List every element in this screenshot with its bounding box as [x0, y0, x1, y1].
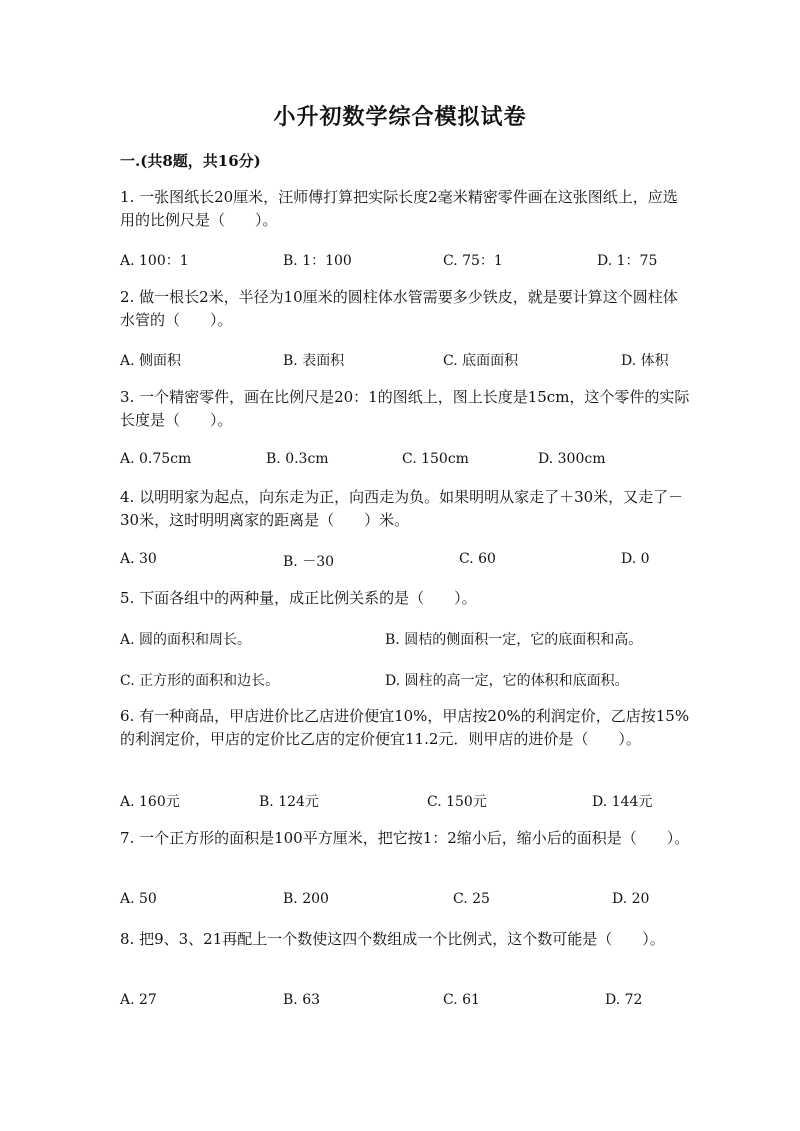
question-1-option-c[interactable]: C. 75：1: [443, 253, 503, 269]
question-4-option-c[interactable]: C. 60: [459, 551, 496, 567]
question-4-stem: 4. 以明明家为起点，向东走为正，向西走为负。如果明明从家走了＋30米，又走了－30米，这时明明离家的距离是（ ）米。: [120, 488, 684, 529]
question-7-stem: 7. 一个正方形的面积是100平方厘米，把它按1：2缩小后，缩小后的面积是（ ）。: [120, 829, 690, 847]
question-5-option-a[interactable]: A. 圆的面积和周长。: [120, 632, 252, 648]
question-6-option-a[interactable]: A. 160元: [120, 794, 180, 810]
question-8-option-c[interactable]: C. 61: [443, 992, 480, 1008]
question-6-option-c[interactable]: C. 150元: [427, 794, 487, 810]
question-7-option-b[interactable]: B. 200: [283, 891, 329, 907]
question-5-option-c[interactable]: C. 正方形的面积和边长。: [120, 673, 280, 689]
question-7-option-d[interactable]: D. 20: [612, 891, 650, 907]
question-4-option-b[interactable]: B. －30: [283, 554, 335, 570]
question-7-option-c[interactable]: C. 25: [453, 891, 490, 907]
question-2-stem: 2. 做一根长2米，半径为10厘米的圆柱体水管需要多少铁皮，就是要计算这个圆柱体水管的（ ）。: [120, 288, 678, 329]
question-6-stem: 6. 有一种商品，甲店进价比乙店进价便宜10%，甲店按20%的利润定价，乙店按15%的利润定价，甲店的定价比乙店的定价便宜11.2元．则甲店的进价是（ ）。: [120, 707, 690, 748]
question-3-option-a[interactable]: A. 0.75cm: [120, 451, 192, 467]
question-2-option-c[interactable]: C. 底面面积: [443, 353, 519, 369]
question-5-option-b[interactable]: B. 圆桔的侧面积一定，它的底面积和高。: [385, 632, 643, 648]
question-4-option-d[interactable]: D. 0: [621, 551, 650, 567]
question-7-option-a[interactable]: A. 50: [120, 891, 157, 907]
question-4-option-a[interactable]: A. 30: [120, 551, 157, 567]
question-8-option-d[interactable]: D. 72: [605, 992, 643, 1008]
question-8-option-a[interactable]: A. 27: [120, 992, 157, 1008]
page-title: 小升初数学综合模拟试卷: [273, 104, 527, 130]
question-1-option-a[interactable]: A. 100：1: [120, 253, 189, 269]
question-6-option-d[interactable]: D. 144元: [592, 794, 653, 810]
question-3-option-d[interactable]: D. 300cm: [538, 451, 606, 467]
question-8-stem: 8. 把9、3、21再配上一个数使这四个数组成一个比例式，这个数可能是（ ）。: [120, 930, 665, 948]
question-2-option-a[interactable]: A. 侧面积: [120, 353, 182, 369]
question-5-stem: 5. 下面各组中的两种量，成正比例关系的是（ ）。: [120, 589, 477, 607]
question-8-option-b[interactable]: B. 63: [283, 992, 321, 1008]
question-2-option-d[interactable]: D. 体积: [621, 353, 669, 369]
question-6-option-b[interactable]: B. 124元: [259, 794, 319, 810]
question-3-stem: 3. 一个精密零件，画在比例尺是20：1的图纸上，图上长度是15cm，这个零件的实际长度是（ ）。: [120, 388, 690, 429]
question-1-option-d[interactable]: D. 1：75: [597, 253, 658, 269]
section-heading: 一.(共8题，共16分): [120, 152, 261, 170]
question-5-option-d[interactable]: D. 圆柱的高一定，它的体积和底面积。: [385, 673, 629, 689]
question-1-option-b[interactable]: B. 1：100: [283, 253, 352, 269]
question-1-stem: 1. 一张图纸长20厘米，汪师傅打算把实际长度2毫米精密零件画在这张图纸上，应选用的比例尺是（ ）。: [120, 188, 678, 229]
question-3-option-b[interactable]: B. 0.3cm: [266, 451, 329, 467]
question-3-option-c[interactable]: C. 150cm: [402, 451, 469, 467]
question-2-option-b[interactable]: B. 表面积: [283, 353, 345, 369]
